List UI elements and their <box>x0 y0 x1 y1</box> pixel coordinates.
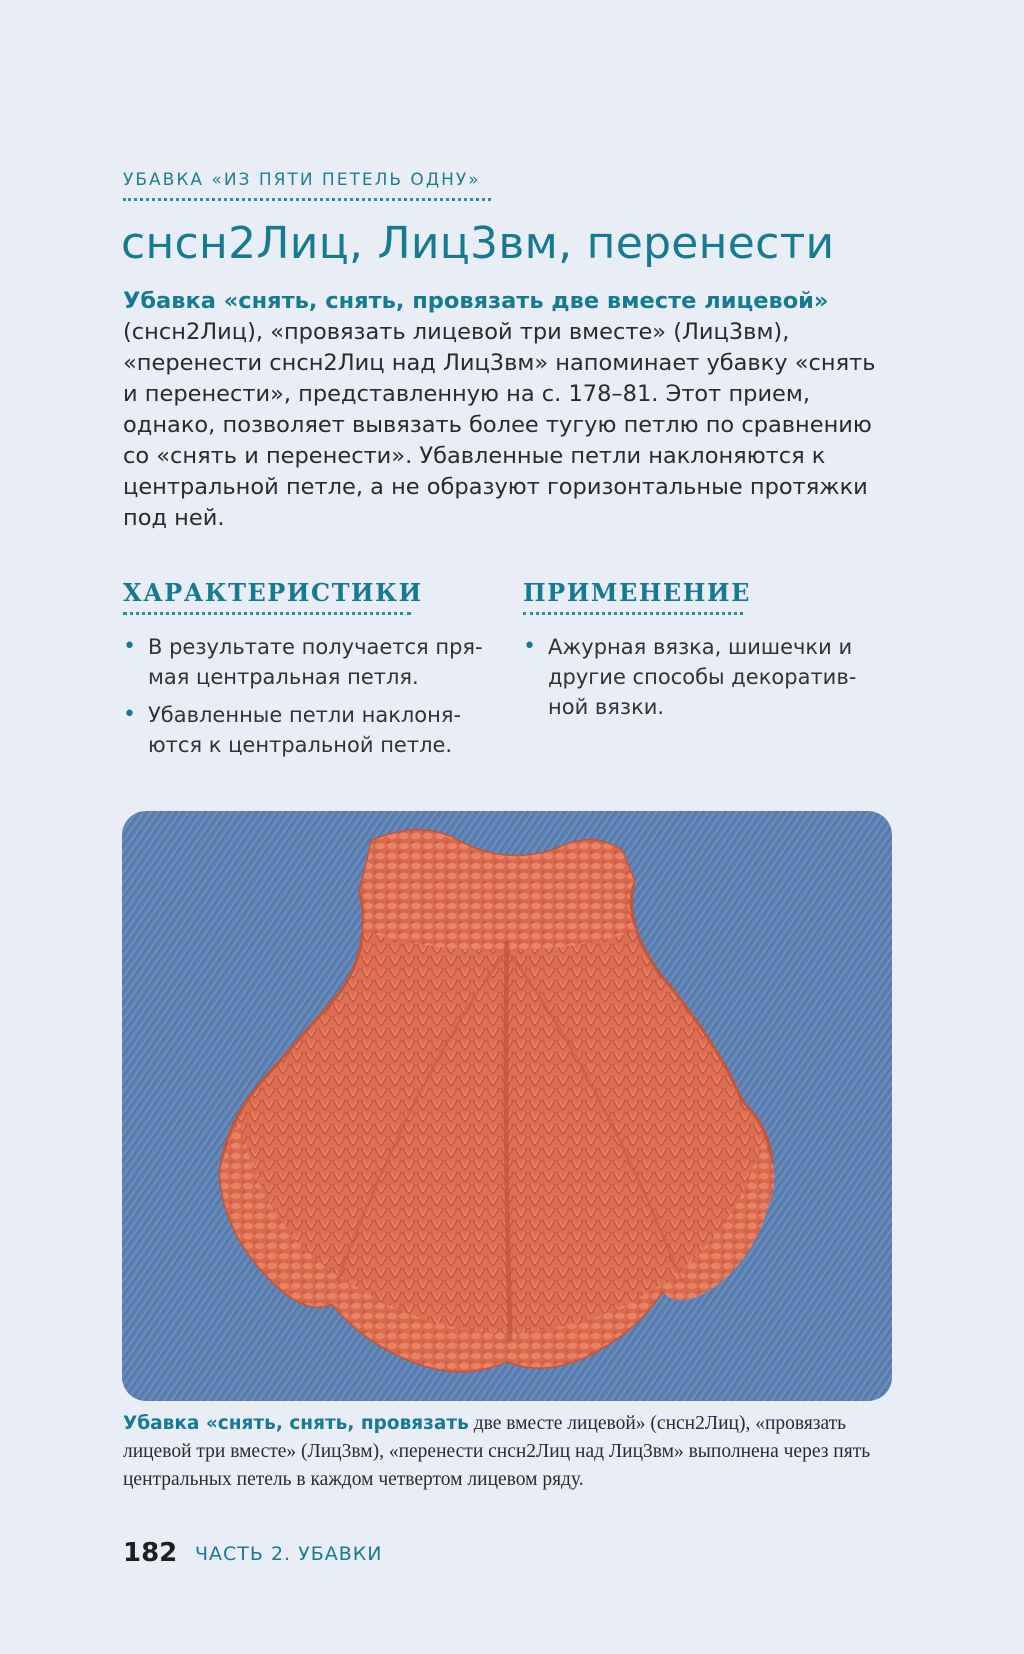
caption-body: две вместе лицевой» (снсн2Лиц), «провязать лицевой три вместе» (Лиц3вм), «перенести снсн2Лиц над Лиц3вм» выполнена через пять центральных петель в каждом четвертом лицевом ряду. <box>123 1413 871 1490</box>
running-title: ЧАСТЬ 2. УБАВКИ <box>195 1543 383 1565</box>
page-number: 182 <box>123 1538 178 1568</box>
intro-lead: Убавка «снять, снять, провязать две вместе лицевой» <box>123 288 829 314</box>
section-eyebrow: УБАВКА «ИЗ ПЯТИ ПЕТЕЛЬ ОДНУ» <box>123 170 481 190</box>
characteristics-divider <box>123 612 411 615</box>
intro-paragraph <box>123 286 893 534</box>
list-item: • Ажурная вязка, шишечки и другие способы декоратив-ной вязки. <box>523 632 893 722</box>
list-item: • В результате получается пря-мая центральная петля. <box>123 632 493 692</box>
characteristics-heading: ХАРАКТЕРИСТИКИ <box>123 578 423 607</box>
application-list <box>523 632 893 730</box>
photo-caption <box>123 1410 883 1494</box>
eyebrow-divider <box>123 198 491 201</box>
application-heading: ПРИМЕНЕНИЕ <box>523 578 751 607</box>
page-title: снсн2Лиц, Лиц3вм, перенести <box>121 218 835 269</box>
intro-body: (снсн2Лиц), «провязать лицевой три вместе» (Лиц3вм), «перенести снсн2Лиц над Лиц3вм» напоминает убавку «снять и перенести», представленную на с. 178–81. Этот прием, однако, позволяет вывязать более тугую петлю по сравнению со «снять и перенести». Убавленные петли наклоняются к центральной петле, а не образуют горизонтальные протяжки под ней. <box>123 319 876 531</box>
caption-lead: Убавка «снять, снять, провязать <box>123 1413 469 1434</box>
knitted-swatch-photo <box>122 811 892 1401</box>
application-divider <box>523 612 743 615</box>
characteristics-list <box>123 632 493 768</box>
list-item: • Убавленные петли наклоня-ются к центральной петле. <box>123 700 493 760</box>
